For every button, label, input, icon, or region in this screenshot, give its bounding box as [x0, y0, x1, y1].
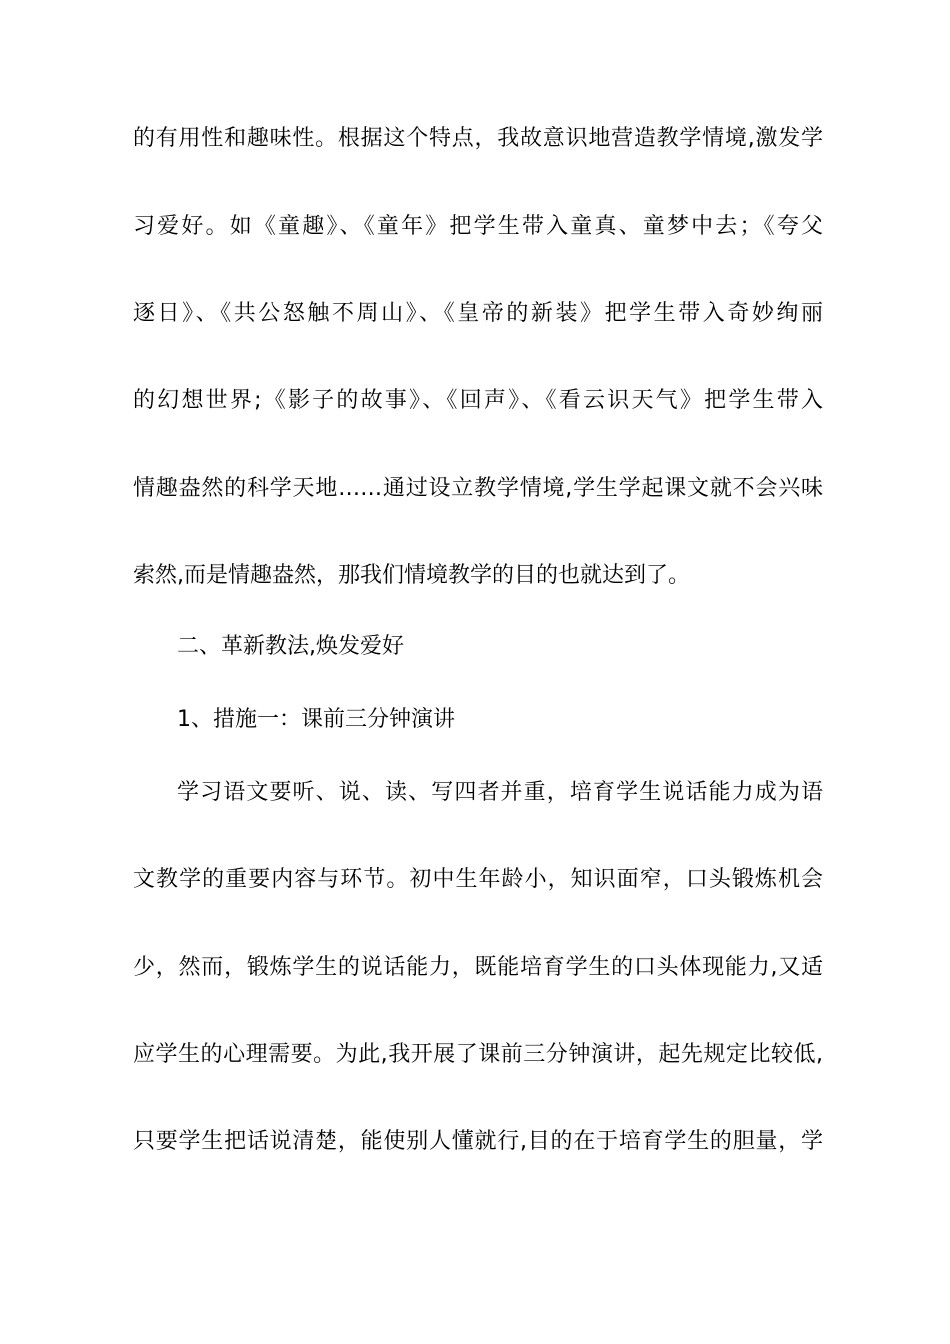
paragraph-line: 应学生的心理需要。为此,我开展了课前三分钟演讲，起先规定比较低, — [133, 1042, 823, 1067]
paragraph-line: 的幻想世界;《影子的故事》、《回声》、《看云识天气》把学生带入 — [133, 388, 823, 413]
subsection-heading: 1、措施一：课前三分钟演讲 — [177, 707, 455, 732]
paragraph-line: 索然,而是情趣盎然，那我们情境教学的目的也就达到了。 — [133, 563, 690, 588]
paragraph-line: 只要学生把话说清楚，能使别人懂就行,目的在于培育学生的胆量，学 — [133, 1129, 823, 1154]
paragraph-line: 情趣盎然的科学天地……通过设立教学情境,学生学起课文就不会兴味 — [133, 476, 823, 501]
paragraph-line: 逐日》、《共公怒触不周山》、《皇帝的新装》把学生带入奇妙绚丽 — [133, 301, 823, 326]
paragraph-line: 习爱好。如《童趣》、《童年》把学生带入童真、童梦中去；《夸父 — [133, 214, 823, 239]
paragraph-line: 少，然而，锻炼学生的说话能力，既能培育学生的口头体现能力,又适 — [133, 955, 823, 980]
paragraph-line: 文教学的重要内容与环节。初中生年龄小，知识面窄，口头锻炼机会 — [133, 867, 823, 892]
section-heading: 二、革新教法,焕发爱好 — [177, 634, 404, 659]
paragraph-line: 学习语文要听、说、读、写四者并重，培育学生说话能力成为语 — [177, 780, 823, 805]
paragraph-line: 的有用性和趣味性。根据这个特点，我故意识地营造教学情境,激发学 — [133, 126, 823, 151]
